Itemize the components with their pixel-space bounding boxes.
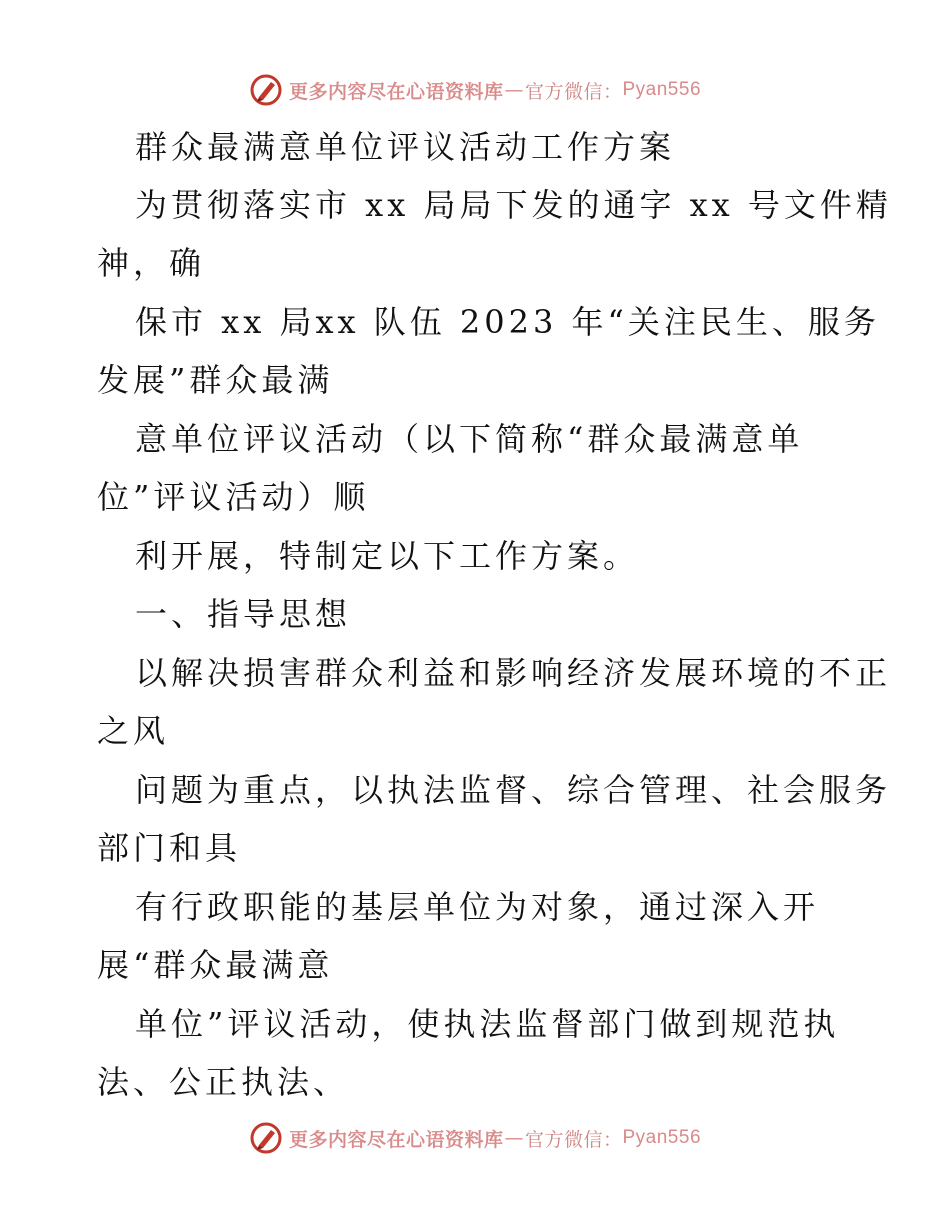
pen-badge-icon: [249, 1121, 283, 1155]
watermark-brand: 更多内容尽在心语资料库: [288, 1128, 504, 1151]
paragraph-line: 利开展，特制定以下工作方案。: [135, 537, 640, 575]
paragraph-line: 意单位评议活动（以下简称“群众最满意单: [135, 420, 804, 458]
paragraph-line: 保市 xx 局xx 队伍 2023 年“关注民生、服务: [135, 303, 880, 341]
pen-badge-icon: [249, 73, 283, 107]
watermark-separator: —: [504, 79, 524, 101]
paragraph-line: 为贯彻落实市 xx 局局下发的通字 xx 号文件精: [135, 186, 892, 224]
paragraph-line: 神，确: [97, 244, 206, 282]
paragraph-line: 部门和具: [97, 829, 242, 867]
paragraph-line: 之风: [97, 712, 170, 750]
footer-watermark: [0, 1120, 950, 1156]
watermark-handle: Pyan556: [622, 1127, 702, 1148]
paragraph-line: 有行政职能的基层单位为对象，通过深入开: [135, 888, 820, 926]
watermark-separator: —: [504, 1127, 524, 1149]
paragraph-line: 单位”评议活动，使执法监督部门做到规范执: [135, 1005, 840, 1043]
document-title: 群众最满意单位评议活动工作方案: [135, 128, 676, 166]
header-watermark: [0, 72, 950, 108]
paragraph-line: 展“群众最满意: [97, 946, 334, 984]
paragraph-line: 问题为重点，以执法监督、综合管理、社会服务: [135, 771, 892, 809]
paragraph-line: 发展”群众最满: [97, 361, 334, 399]
watermark-handle: Pyan556: [622, 79, 702, 100]
section-heading: 一、指导思想: [135, 595, 352, 633]
watermark-wechat-label: 官方微信：: [524, 1128, 623, 1151]
watermark-brand: 更多内容尽在心语资料库: [288, 80, 504, 103]
paragraph-line: 位”评议活动）顺: [97, 478, 370, 516]
paragraph-line: 法、公正执法、: [97, 1063, 350, 1101]
watermark-wechat-label: 官方微信：: [524, 80, 623, 103]
paragraph-line: 以解决损害群众利益和影响经济发展环境的不正: [135, 654, 892, 692]
